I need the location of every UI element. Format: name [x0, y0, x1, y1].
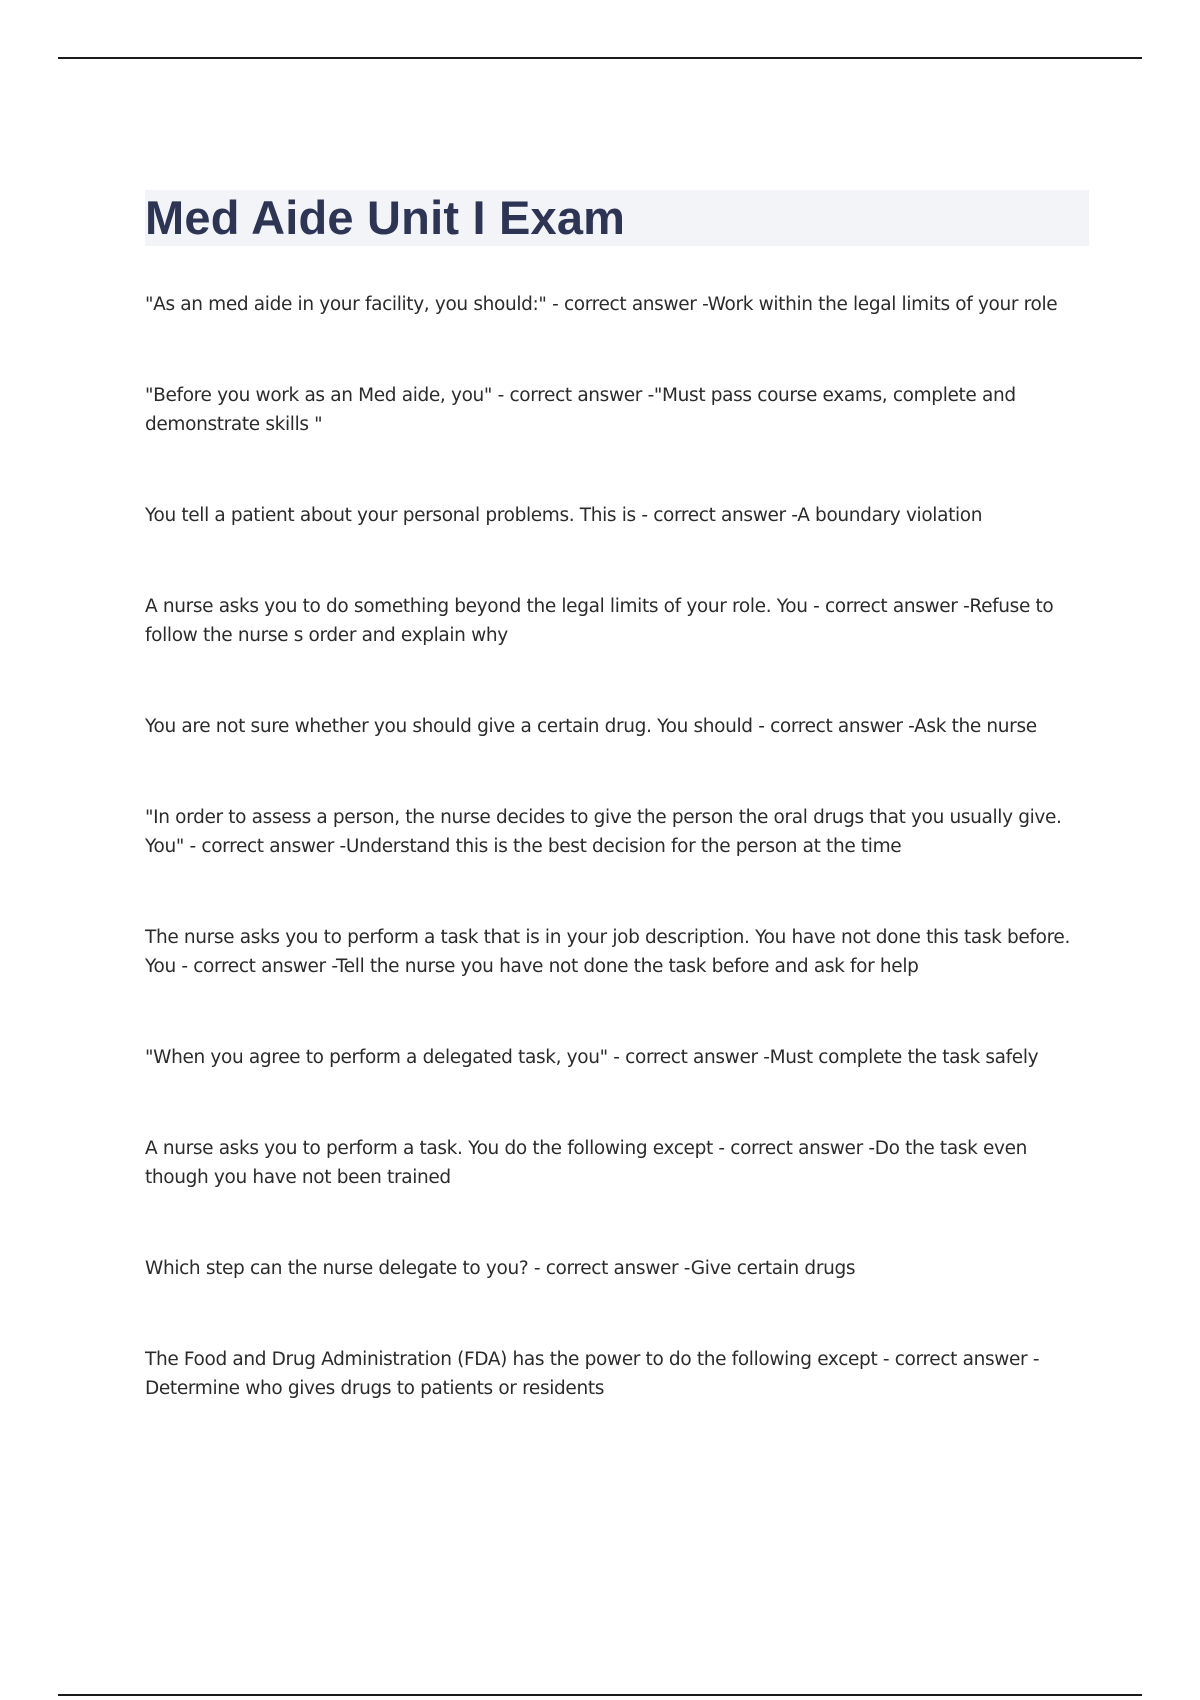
bottom-rule [58, 1694, 1142, 1696]
qa-item-10: Which step can the nurse delegate to you? - correct answer -Give certain drugs [145, 1258, 856, 1279]
title-band [145, 190, 1089, 246]
qa-item-9: A nurse asks you to perform a task. You do the following except - correct answer -Do the task even though you have not been trained [145, 1138, 1028, 1188]
top-rule [58, 57, 1142, 59]
qa-item-6: "In order to assess a person, the nurse decides to give the person the oral drugs that you usually give. You" - correct answer -Understand this is the best decision for the person at the time [145, 807, 1062, 857]
qa-item-3: You tell a patient about your personal problems. This is - correct answer -A boundary violation [145, 505, 983, 526]
qa-item-8: "When you agree to perform a delegated task, you" - correct answer -Must complete the task safely [145, 1047, 1039, 1068]
qa-item-11: The Food and Drug Administration (FDA) has the power to do the following except - correct answer -Determine who gives drugs to patients or residents [145, 1349, 1040, 1399]
qa-item-1: "As an med aide in your facility, you should:" - correct answer -Work within the legal limits of your role [145, 294, 1058, 315]
document-body [145, 190, 1089, 1403]
document-title: Med Aide Unit I Exam [145, 191, 626, 244]
qa-item-5: You are not sure whether you should give a certain drug. You should - correct answer -Ask the nurse [145, 716, 1037, 737]
qa-list [145, 290, 1089, 1403]
qa-item-7: The nurse asks you to perform a task that is in your job description. You have not done this task before. You - correct answer -Tell the nurse you have not done the task before and ask for help [145, 927, 1070, 977]
qa-item-4: A nurse asks you to do something beyond the legal limits of your role. You - correct answer -Refuse to follow the nurse s order and explain why [145, 596, 1054, 646]
qa-item-2: "Before you work as an Med aide, you" - correct answer -"Must pass course exams, complete and demonstrate skills " [145, 385, 1016, 435]
